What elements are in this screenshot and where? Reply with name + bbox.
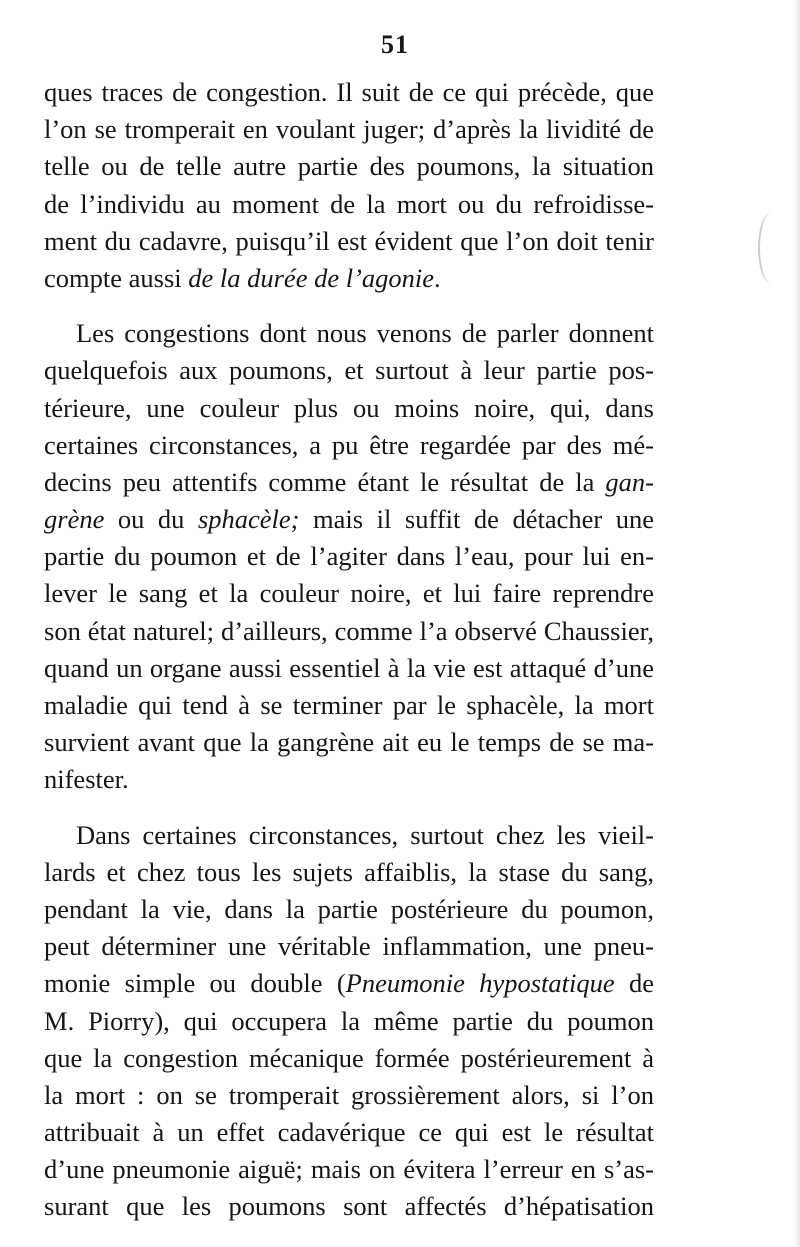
text-line <box>44 260 654 297</box>
text-line: peut déterminer une véritable inflammation, une pneu- <box>44 931 654 962</box>
text-line <box>44 965 654 1002</box>
text-line: quand un organe aussi essentiel à la vie est attaqué d’une <box>44 652 654 683</box>
text-line: telle ou de telle autre partie des poumons, la situation <box>44 151 654 182</box>
text-line: maladie qui tend à se terminer par le sphacèle, la mort <box>44 690 654 720</box>
text-line: de l’individu au moment de la mort ou du refroidisse- <box>44 188 654 219</box>
text-line: ques traces de congestion. Il suit de ce qui précède, que <box>44 77 654 107</box>
text-line: son état naturel; d’ailleurs, comme l’a observé Chaussier, <box>44 615 654 646</box>
text-line: attribuait à un effet cadavérique ce qui est le résultat <box>44 1117 654 1148</box>
italic-word: sphacèle; <box>197 504 300 535</box>
text-line: certaines circonstances, a pu être regardée par des mé- <box>44 429 654 460</box>
text-line: la mort : on se tromperait grossièrement alors, si l’on <box>44 1079 654 1110</box>
italic-word: grène <box>44 504 105 535</box>
italic-word: gan- <box>605 466 654 497</box>
text-span: ou du <box>104 504 198 535</box>
paragraph-1 <box>44 74 654 297</box>
page-number: 51 <box>381 30 409 59</box>
text-line: ment du cadavre, puisqu’il est évident que l’on doit tenir <box>44 225 654 256</box>
text-line: l’on se tromperait en voulant juger; d’après la lividité de <box>44 114 654 145</box>
page-edge-shadow <box>794 0 800 1247</box>
text-span: monie simple ou double ( <box>44 968 346 999</box>
text-span: . <box>434 262 441 293</box>
text-line: lards et chez tous les sujets affaiblis, la stase du sang, <box>44 856 654 887</box>
text-line: térieure, une couleur plus ou moins noire, qui, dans <box>44 392 654 423</box>
text-line: surant que les poumons sont affectés d’hépatisation <box>44 1191 654 1222</box>
text-line: que la congestion mécanique formée postérieurement à <box>44 1042 654 1073</box>
text-line: quelquefois aux poumons, et surtout à leur partie pos- <box>44 355 654 386</box>
italic-phrase: Pneumonie hypostatique <box>345 968 615 999</box>
text-line <box>44 464 654 501</box>
text-span: de <box>614 968 654 999</box>
text-line: pendant la vie, dans la partie postérieure du poumon, <box>44 893 654 924</box>
text-span: mais il suffit de détacher une <box>299 504 654 535</box>
italic-phrase: de la durée de l’agonie <box>188 262 435 293</box>
text-line <box>44 501 654 538</box>
paragraph-3 <box>44 817 654 1226</box>
text-line: survient avant que la gangrène ait eu le temps de se ma- <box>44 727 654 758</box>
text-line: Dans certaines circonstances, surtout chez les vieil- <box>76 819 654 850</box>
paragraph-2 <box>44 315 654 798</box>
text-span: compte aussi <box>44 262 189 293</box>
text-line: lever le sang et la couleur noire, et lui faire reprendre <box>44 578 654 609</box>
text-line: partie du poumon et de l’agiter dans l’eau, pour lui en- <box>44 541 654 572</box>
paper-tear-mark <box>758 212 786 284</box>
text-line: M. Piorry), qui occupera la même partie du poumon <box>44 1005 654 1036</box>
text-line: d’une pneumonie aiguë; mais on évitera l’erreur en s’as- <box>44 1154 654 1185</box>
text-span: decins peu attentifs comme étant le résultat de la <box>44 466 606 497</box>
text-line: nifester. <box>44 764 129 795</box>
text-line: Les congestions dont nous venons de parler donnent <box>76 318 654 349</box>
body-text <box>44 74 654 1226</box>
